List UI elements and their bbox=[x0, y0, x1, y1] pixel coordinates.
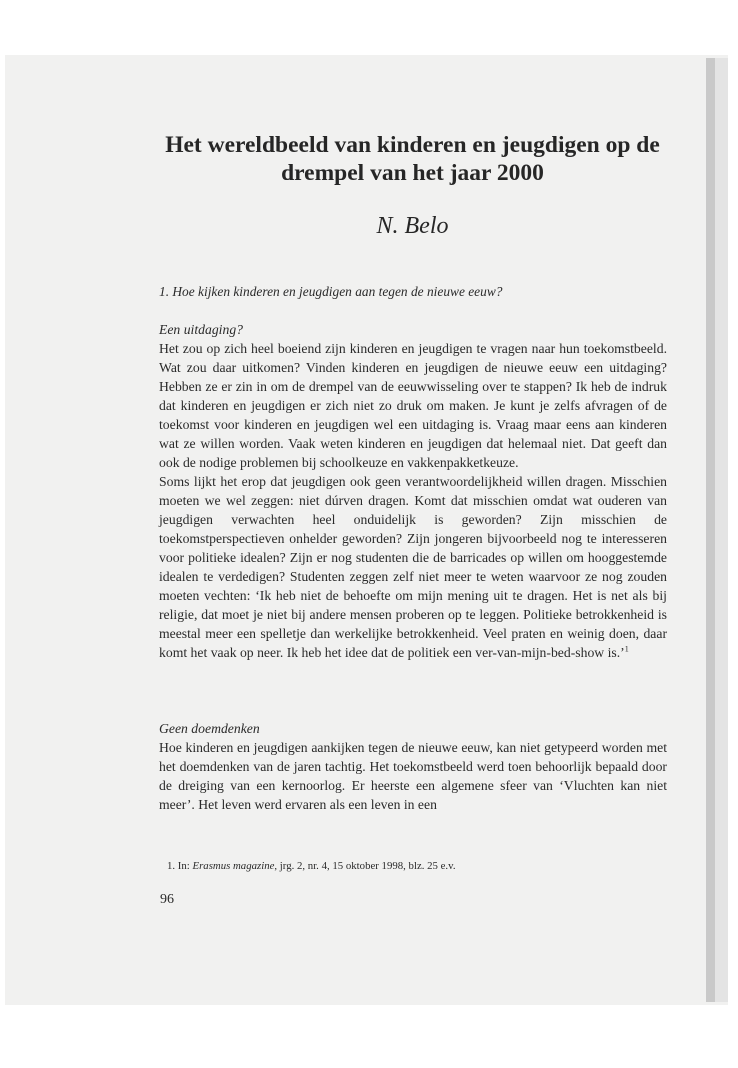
subsection-doemdenken bbox=[159, 719, 667, 814]
subsection-uitdaging bbox=[159, 320, 667, 662]
footnote-reference[interactable]: 1 bbox=[624, 644, 629, 654]
article-title: Het wereldbeeld van kinderen en jeugdigen op de drempel van het jaar 2000 bbox=[165, 132, 660, 186]
footnote-prefix: 1. In: bbox=[167, 860, 193, 872]
page-number: 96 bbox=[160, 892, 174, 907]
footnote-suffix: , jrg. 2, nr. 4, 15 oktober 1998, blz. 25 e.v. bbox=[274, 860, 456, 872]
subsection-heading: Geen doemdenken bbox=[159, 721, 260, 736]
footnote-source: Erasmus magazine bbox=[192, 860, 275, 872]
body-paragraph-text: Soms lijkt het erop dat jeugdigen ook geen verantwoordelijkheid willen dragen. Misschien moeten we wel zeggen: niet dúrven dragen. Komt dat misschien omdat wat ouderen van jeugdigen verwachten heel onduidelijk is geworden? Zijn misschien de toekomstperspectieven onhelder geworden? Zijn jongeren bijvoorbeeld nog te interesseren voor politieke idealen? Zijn er nog studenten die de barricades op willen om hooggestemde idealen te verdedigen? Studenten zeggen zelf niet meer te weten waarvoor ze nog zouden moeten vechten: ‘Ik heb niet de behoefte om mijn mening uit te dragen. Het is net als bij religie, dat moet je niet bij andere mensen proberen op te leggen. Politieke betrokkenheid is meestal meer een spelletje dan werkelijke betrokkenheid. Veel praten en weinig doen, daar komt het vaak op neer. Ik heb het idee dat de politiek een ver-van-mijn-bed-show is.’ bbox=[159, 474, 667, 660]
body-paragraph: Hoe kinderen en jeugdigen aankijken tegen de nieuwe eeuw, kan niet getypeerd worden met het doemdenken van de jaren tachtig. Het toekomstbeeld werd toen behoorlijk bepaald door de dreiging van een kernoorlog. Er heerste een algemene sfeer van ‘Vluchten kan niet meer’. Het leven werd ervaren als een leven in een bbox=[159, 740, 667, 812]
footnote bbox=[167, 858, 456, 874]
author-name: N. Belo bbox=[376, 213, 449, 239]
section-heading: 1. Hoe kijken kinderen en jeugdigen aan tegen de nieuwe eeuw? bbox=[159, 284, 503, 299]
subsection-heading: Een uitdaging? bbox=[159, 322, 244, 337]
body-paragraph: Het zou op zich heel boeiend zijn kinderen en jeugdigen te vragen naar hun toekomstbeeld. Wat zou daar uitkomen? Vinden kinderen en jeugdigen de nieuwe eeuw een uitdaging? Hebben ze er zin in om de drempel van de eeuwwisseling over te stappen? Ik heb de indruk dat kinderen en jeugdigen er zich niet zo druk om maken. Je kunt je zelfs afvragen of de toekomst voor kinderen en jeugdigen wel een uitdaging is. Vraag maar eens aan kinderen wat ze willen worden. Vaak weten kinderen en jeugdigen dat helemaal niet. Dat geeft dan ook de nodige problemen bij schoolkeuze en vakkenpakketkeuze. bbox=[159, 341, 667, 470]
body-paragraph-with-footnote bbox=[159, 472, 667, 662]
